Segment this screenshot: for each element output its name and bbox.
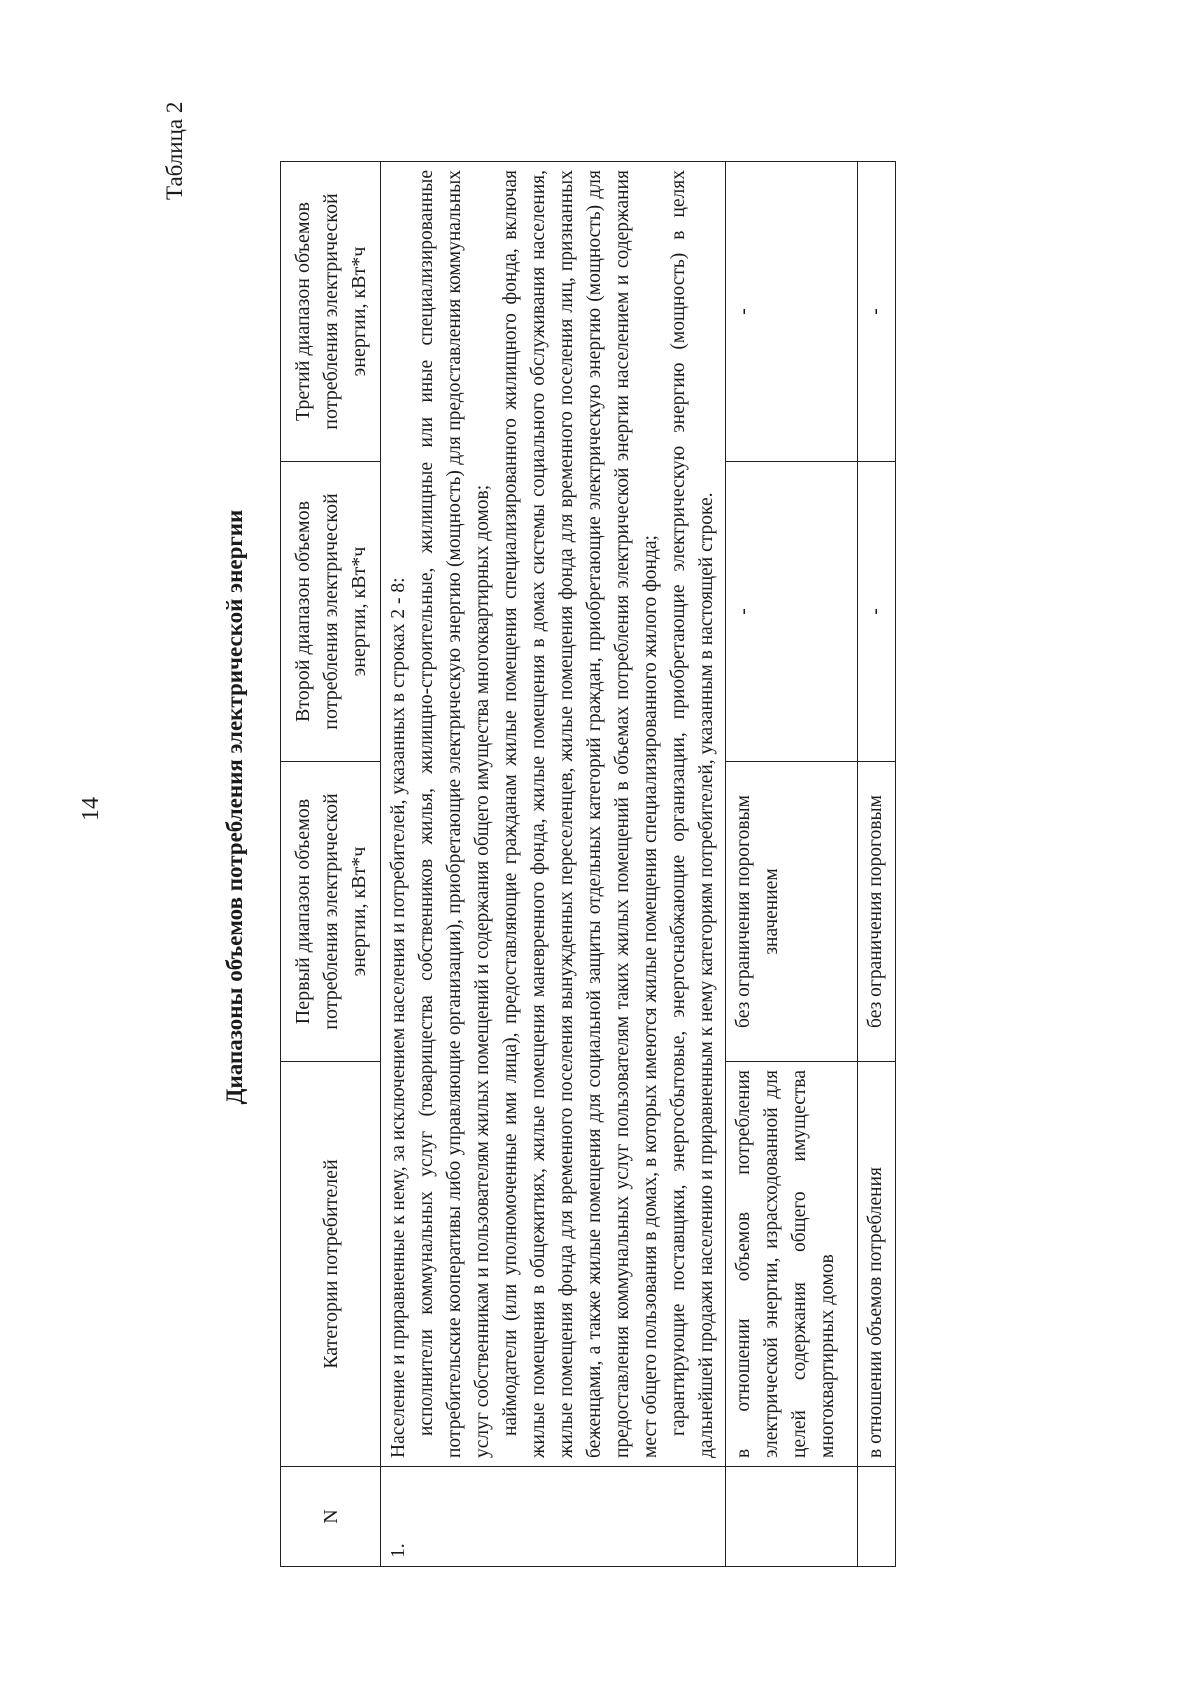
paragraph: Население и приравненные к нему, за исключением населения и потребителей, указанных в строках 2 - 8: <box>388 577 409 1458</box>
paragraph: гарантирующие поставщики, энергосбытовые, энергоснабжающие организации, приобретающие электрическую энергию (мощность) в целях дальнейшей продажи населению и приравненным к нему категориям потребителей, указанным в настоящей строке. <box>668 170 717 1458</box>
category-cell: в отношении объемов потребления <box>858 1062 896 1467</box>
header-third-range: Третий диапазон объемов потребления электрической энергии, кВт*ч <box>281 162 381 462</box>
header-category: Категории потребителей <box>281 1062 381 1467</box>
third-range-cell: - <box>858 162 896 462</box>
third-range-cell: - <box>726 162 858 462</box>
row-number <box>726 1467 858 1567</box>
first-range-cell: без ограничения пороговым <box>858 762 896 1062</box>
header-first-range: Первый диапазон объемов потребления электрической энергии, кВт*ч <box>281 762 381 1062</box>
row-description <box>381 162 726 1467</box>
paragraph: исполнители коммунальных услуг (товарищества собственников жилья, жилищно-строительные, жилищные или иные специализированные потребительские кооперативы либо управляющие организации), приобретающие электрическую энергию (мощность) для предоставления коммунальных услуг собственникам и пользователям жилых помещений и содержания общего имущества многоквартирных домов; <box>416 170 493 1458</box>
table-row <box>858 162 896 1567</box>
header-second-range: Второй диапазон объемов потребления электрической энергии, кВт*ч <box>281 462 381 762</box>
header-n: N <box>281 1467 381 1567</box>
first-range-cell: без ограничения пороговым значением <box>726 762 858 1062</box>
table-label: Таблица 2 <box>162 101 187 200</box>
second-range-cell: - <box>858 462 896 762</box>
table-title: Диапазоны объемов потребления электрической энергии <box>222 509 247 1105</box>
table-row <box>726 162 858 1567</box>
table-header-row <box>281 162 381 1567</box>
row-number <box>858 1467 896 1567</box>
table-row <box>381 162 726 1567</box>
consumption-ranges-table <box>280 161 896 1567</box>
category-cell: в отношении объемов потребления электрической энергии, израсходованной для целей содержания общего имущества многоквартирных домов <box>726 1062 858 1467</box>
page-number: 14 <box>78 797 104 821</box>
second-range-cell: - <box>726 462 858 762</box>
row-number: 1. <box>381 1467 726 1567</box>
paragraph: наймодатели (или уполномоченные ими лица), предоставляющие гражданам жилые помещения специализированного жилищного фонда, включая жилые помещения в общежитиях, жилые помещения маневренного фонда, жилые помещения в домах системы социального обслуживания населения, жилые помещения фонда для временного поселения вынужденных переселенцев, жилые помещения фонда для временного поселения лиц, признанных беженцами, а также жилые помещения для социальной защиты отдельных категорий граждан, приобретающие электрическую энергию (мощность) для предоставления коммунальных услуг пользователям таких жилых помещений в объемах потребления электрической энергии населением и содержания мест общего пользования в домах, в которых имеются жилые помещения специализированного жилого фонда; <box>500 170 661 1458</box>
